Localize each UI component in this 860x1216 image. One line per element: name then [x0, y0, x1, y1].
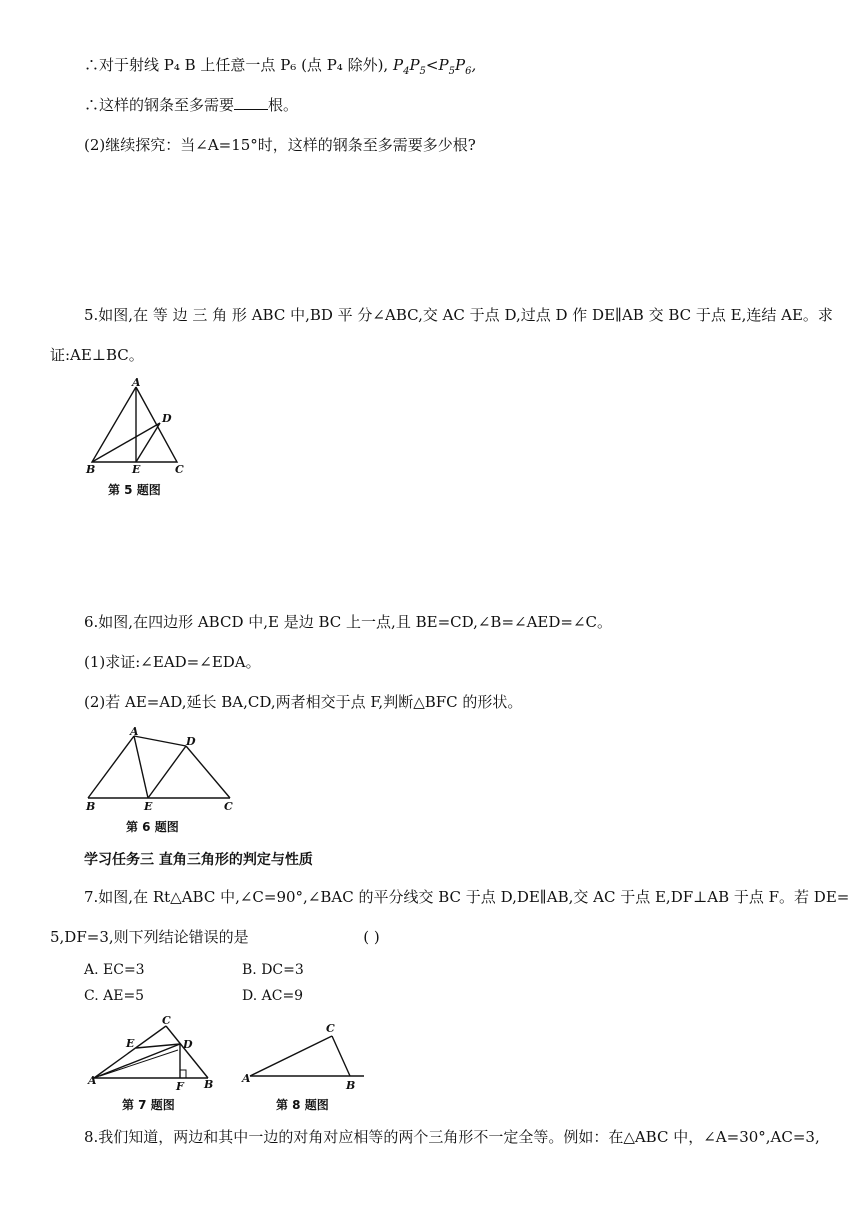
- figure-8: [240, 1014, 372, 1114]
- question-8-line-1: 8.我们知道，两边和其中一边的对角对应相等的两个三角形不一定全等。例如：在△ABC 中，∠A=30°,AC=3,: [84, 1128, 820, 1146]
- option-a: A. EC=3: [84, 962, 145, 978]
- question-7-stem: 5,DF=3,则下列结论错误的是: [50, 928, 249, 946]
- fig5-label-a: A: [132, 378, 141, 389]
- line2-suffix: 根。: [268, 96, 299, 114]
- question-6-part-2: (2)若 AE=AD,延长 BA,CD,两者相交于点 F,判断△BFC 的形状。: [84, 693, 523, 711]
- fig5-label-e: E: [132, 463, 141, 476]
- line2-prefix: ∴这样的钢条至多需要: [84, 96, 235, 114]
- fig6-label-a: A: [130, 726, 139, 738]
- text-line-1: [84, 55, 476, 82]
- question-5-line-1: 5.如图,在 等 边 三 角 形 ABC 中,BD 平 分∠ABC,交 AC 于点 D,过点 D 作 DE∥AB 交 BC 于点 E,连结 AE。求: [84, 306, 833, 324]
- line1-math: $P_4P_5<P_5P_6$,: [392, 56, 477, 77]
- question-5-line-2: 证:AE⊥BC。: [50, 346, 144, 364]
- question-7-line-1: 7.如图,在 Rt△ABC 中,∠C=90°,∠BAC 的平分线交 BC 于点 D,DE∥AB,交 AC 于点 E,DF⊥AB 于点 F。若 DE=: [84, 888, 850, 906]
- fig8-label-c: C: [326, 1022, 335, 1035]
- fig7-label-c: C: [162, 1014, 171, 1027]
- line1-text: ∴对于射线 P₄ B 上任意一点 P₆ (点 P₄ 除外),: [84, 56, 389, 74]
- fig7-label-d: D: [183, 1038, 193, 1051]
- figure-6: [82, 726, 242, 836]
- fig6-label-b: B: [86, 800, 96, 813]
- fig5-label-b: B: [86, 463, 96, 476]
- fig6-label-d: D: [186, 735, 196, 748]
- answer-parentheses: ( ): [363, 928, 380, 946]
- fig8-label-b: B: [346, 1079, 356, 1092]
- option-d: D. AC=9: [242, 988, 304, 1004]
- figure-8-diagram: [240, 1014, 372, 1094]
- fig8-label-a: A: [242, 1072, 251, 1085]
- figure-6-diagram: [82, 726, 242, 818]
- fig6-label-c: C: [224, 800, 233, 813]
- figure-7-caption: 第 7 题图: [122, 1098, 175, 1112]
- question-4-part-2: (2)继续探究：当∠A=15°时，这样的钢条至多需要多少根?: [84, 136, 476, 154]
- figure-5-caption: 第 5 题图: [108, 483, 161, 497]
- fig7-label-e: E: [126, 1037, 135, 1050]
- fig7-label-f: F: [176, 1080, 184, 1093]
- fig7-label-b: B: [204, 1078, 214, 1091]
- fig7-label-a: A: [88, 1074, 97, 1087]
- section-heading: 学习任务三 直角三角形的判定与性质: [84, 852, 313, 868]
- question-6-part-1: (1)求证:∠EAD=∠EDA。: [84, 653, 261, 671]
- answer-blank: [234, 95, 268, 110]
- fig5-label-c: C: [175, 463, 184, 476]
- figure-7: [86, 1014, 222, 1114]
- fig5-label-d: D: [162, 412, 172, 425]
- question-6-line-1: 6.如图,在四边形 ABCD 中,E 是边 BC 上一点,且 BE=CD,∠B=∠AED=∠C。: [84, 613, 613, 631]
- figure-8-caption: 第 8 题图: [276, 1098, 329, 1112]
- option-b: B. DC=3: [242, 962, 304, 978]
- text-line-2: [84, 95, 298, 115]
- figure-6-caption: 第 6 题图: [126, 820, 179, 834]
- fig6-label-e: E: [144, 800, 153, 813]
- figure-7-diagram: [86, 1014, 222, 1094]
- question-7-line-2: [50, 927, 380, 947]
- figure-5-diagram: [82, 378, 202, 498]
- option-c: C. AE=5: [84, 988, 145, 1004]
- figure-5: [82, 378, 202, 498]
